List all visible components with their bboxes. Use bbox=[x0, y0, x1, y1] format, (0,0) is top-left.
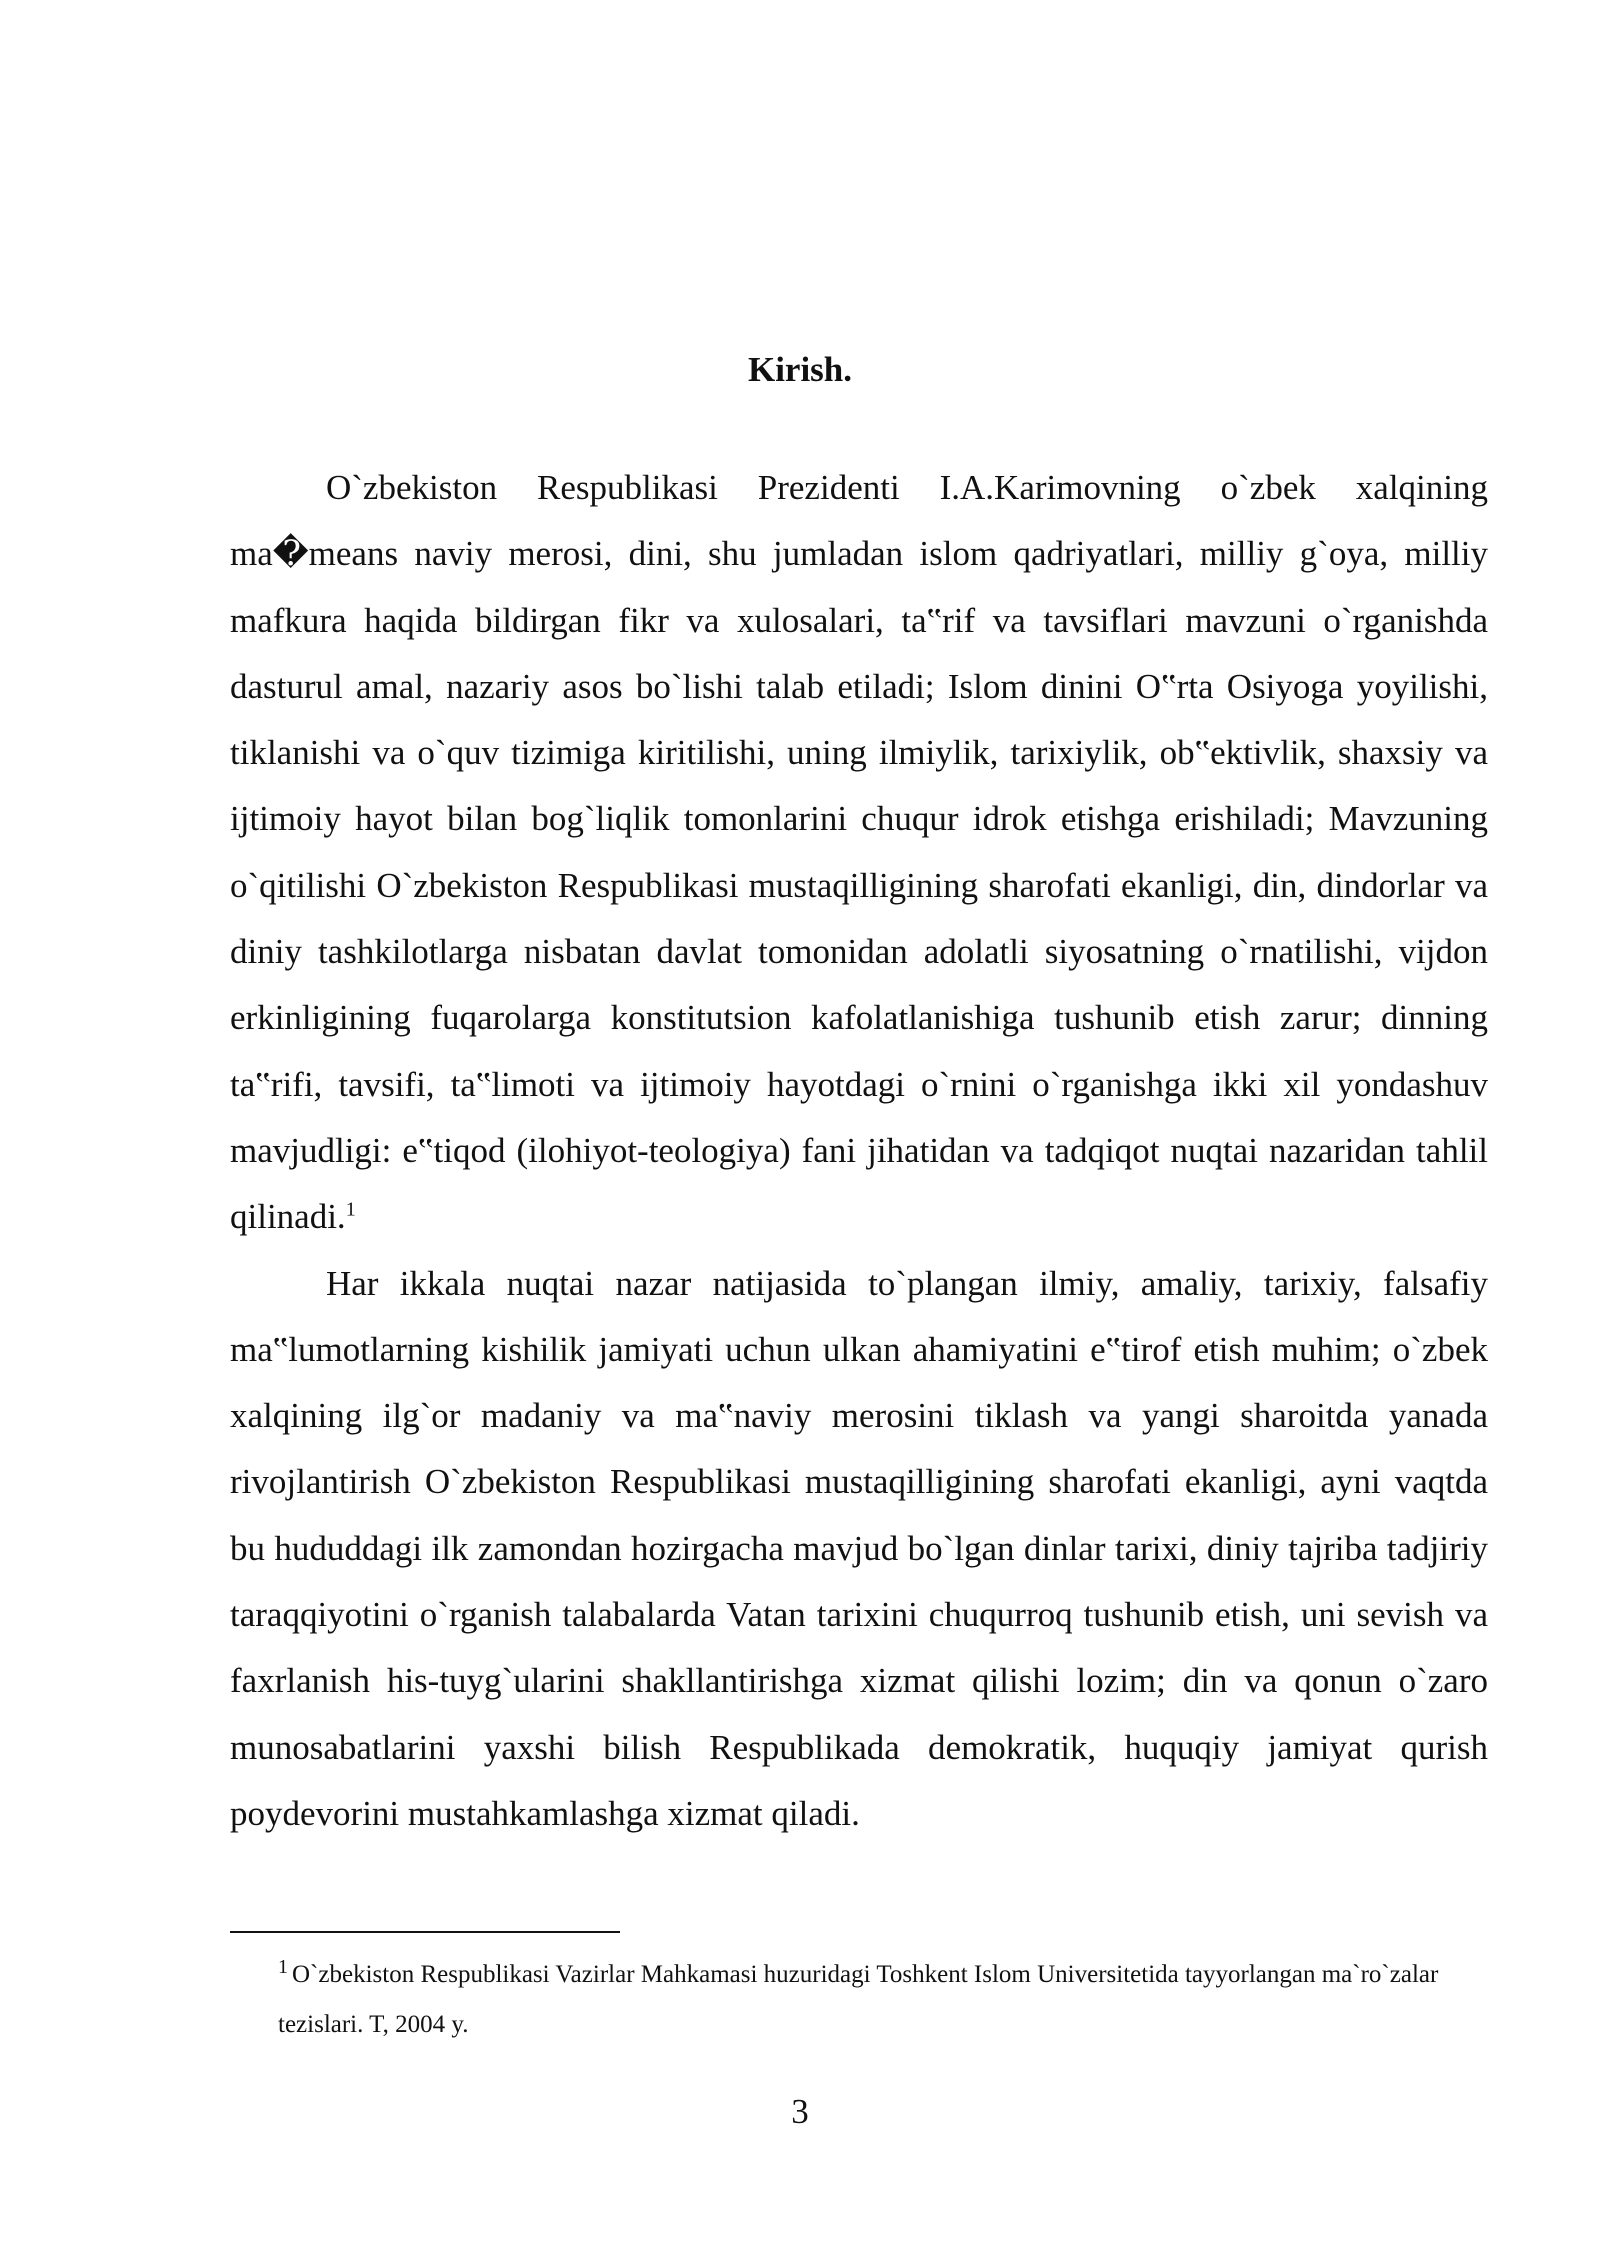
footnote-number: 1 bbox=[278, 1955, 288, 1978]
section-heading: Kirish. bbox=[747, 350, 853, 389]
paragraph-1 bbox=[230, 455, 1488, 1251]
paragraph-1-text: O`zbekiston Respublikasi Prezidenti I.A.Karimovning o`zbek xalqining ma�means naviy merosi, dini, shu jumladan islom qadriyatlari, milliy g`oya, milliy mafkura haqida bildirgan fikr va xulosalari, ta‟rif va tavsiflari mavzuni o`rganishda dasturul amal, nazariy asos bo`lishi talab etiladi; Islom dinini O‟rta Osiyoga yoyilishi, tiklanishi va o`quv tizimiga kiritilishi, uning ilmiylik, tarixiylik, ob‟ektivlik, shaxsiy va ijtimoiy hayot bilan bog`liqlik tomonlarini chuqur idrok etishga erishiladi; Mavzuning o`qitilishi O`zbekiston Respublikasi mustaqilligining sharofati ekanligi, din, dindorlar va diniy tashkilotlarga nisbatan davlat tomonidan adolatli siyosatning o`rnatilishi, vijdon erkinligining fuqarolarga konstitutsion kafolatlanishiga tushunib etish zarur; dinning ta‟rifi, tavsifi, ta‟limoti va ijtimoiy hayotdagi o`rnini o`rganishga ikki xil yondashuv mavjudligi: e‟tiqod (ilohiyot-teologiya) fani jihatidan va tadqiqot nuqtai nazaridan tahlil qilinadi. bbox=[230, 468, 1488, 1237]
page-number: 3 bbox=[791, 2092, 809, 2131]
footnote-text: O`zbekiston Respublikasi Vazirlar Mahkamasi huzuridagi Toshkent Islom Universitetida tayyorlangan ma`ro`zalar tezislari. T, 2004 y. bbox=[278, 1961, 1439, 2038]
footnote bbox=[278, 1950, 1498, 2050]
footnote-reference[interactable]: 1 bbox=[345, 1198, 356, 1221]
paragraph-2-text: Har ikkala nuqtai nazar natijasida to`plangan ilmiy, amaliy, tarixiy, falsafiy ma‟lumotlarning kishilik jamiyati uchun ulkan ahamiyatini e‟tirof etish muhim; o`zbek xalqining ilg`or madaniy va ma‟naviy merosini tiklash va yangi sharoitda yanada rivojlantirish O`zbekiston Respublikasi mustaqilligining sharofati ekanligi, ayni vaqtda bu hududdagi ilk zamondan hozirgacha mavjud bo`lgan dinlar tarixi, diniy tajriba tadjiriy taraqqiyotini o`rganish talabalarda Vatan tarixini chuqurroq tushunib etish, uni sevish va faxrlanish his-tuyg`ularini shakllantirishga xizmat qilishi lozim; din va qonun o`zaro munosabatlarini yaxshi bilish Respublikada demokratik, huquqiy jamiyat qurish poydevorini mustahkamlashga xizmat qiladi. bbox=[230, 1263, 1488, 1833]
paragraph-2 bbox=[230, 1251, 1488, 1848]
body-text bbox=[230, 455, 1488, 1847]
footnote-separator bbox=[230, 1931, 620, 1933]
